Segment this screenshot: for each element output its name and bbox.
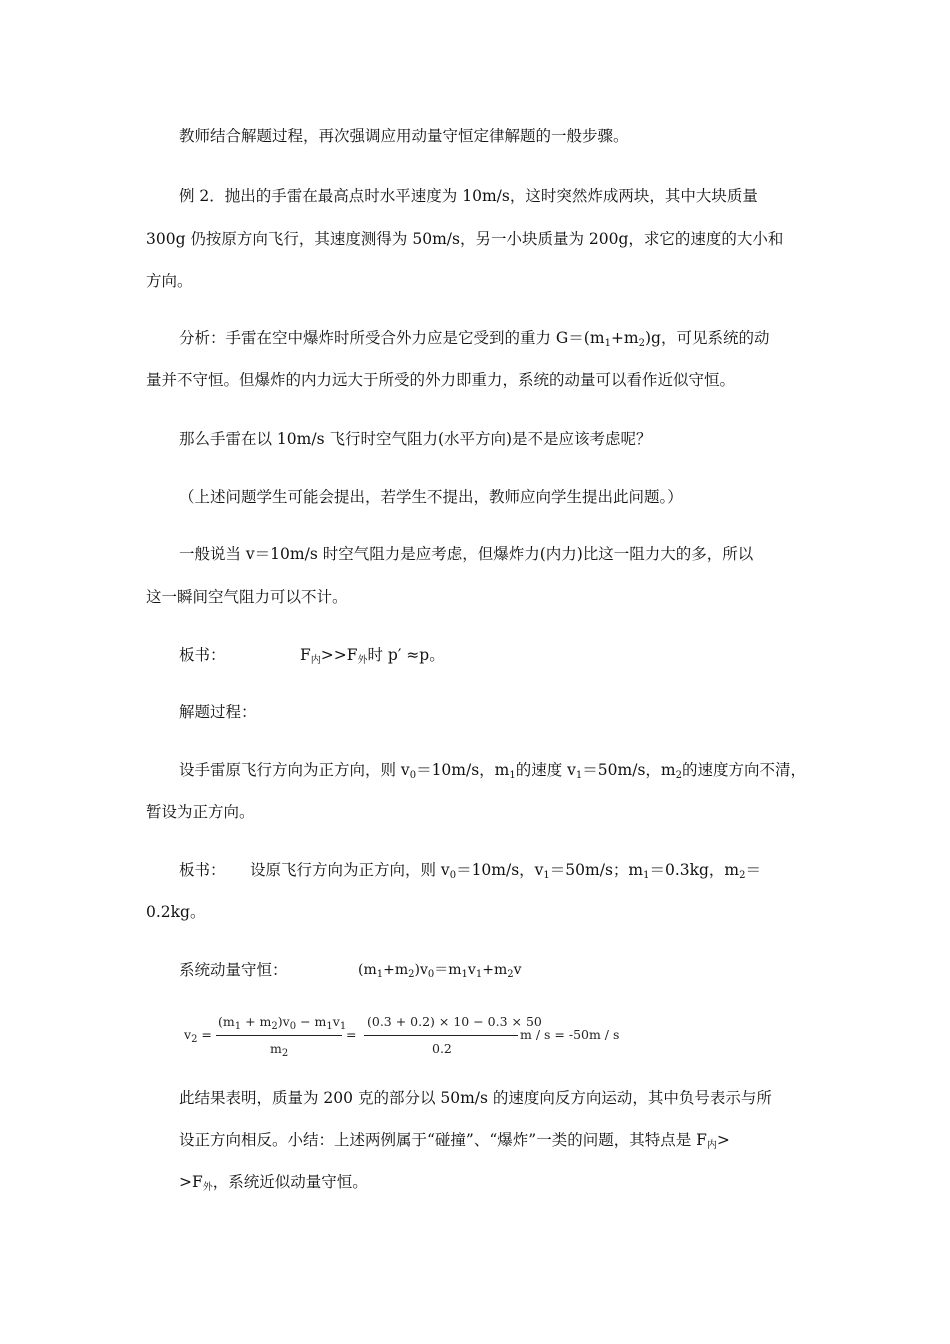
solution-line-2: 暂设为正方向。 <box>146 803 255 821</box>
fraction-2-numerator: (0.3 + 0.2) × 10 − 0.3 × 50 <box>367 1014 542 1029</box>
question-air-resistance: 那么手雷在以 10m/s 飞行时空气阻力(水平方向)是不是应该考虑呢？ <box>179 430 652 448</box>
fraction-1-denominator: $m_2$ <box>270 1041 289 1059</box>
conclusion-line-1: 此结果表明，质量为 200 克的部分以 50m/s 的速度向反方向运动，其中负号表示与所 <box>179 1089 772 1107</box>
momentum-label: 系统动量守恒： <box>179 961 288 979</box>
explanation-line-1: 一般说当 v＝10m/s 时空气阻力是应考虑，但爆炸力(内力)比这一阻力大的多，所以 <box>179 545 754 563</box>
fraction-2-denominator: 0.2 <box>432 1041 452 1056</box>
board-note-1: 板书： <box>179 646 226 664</box>
example-2-line-2: 300g 仍按原方向飞行，其速度测得为 50m/s，另一小块质量为 200g，求它的速度的大小和 <box>146 230 784 248</box>
analysis-line-1: 分析：手雷在空中爆炸时所受合外力应是它受到的重力 $G=(m_1+m_2)g$，可见系统的动 <box>179 329 770 349</box>
fraction-1-bar <box>216 1035 342 1036</box>
example-2-line-3: 方向。 <box>146 272 193 290</box>
explanation-line-2: 这一瞬间空气阻力可以不计。 <box>146 588 348 606</box>
conclusion-line-2: 设正方向相反。小结：上述两例属于“碰撞”、“爆炸”一类的问题，其特点是 $F_内>$ <box>179 1131 730 1151</box>
board-note-2: 板书： <box>179 861 226 879</box>
teacher-remark: （上述问题学生可能会提出，若学生不提出，教师应向学生提出此问题。） <box>179 488 683 506</box>
fraction-1-numerator: $(m_1 + m_2)v_0 - m_1v_1$ <box>218 1014 347 1032</box>
example-2-line-1: 例 2．抛出的手雷在最高点时水平速度为 10m/s，这时突然炸成两块，其中大块质量 <box>179 187 758 205</box>
conclusion-line-3: $>F_外$，系统近似动量守恒。 <box>179 1173 368 1193</box>
fraction-result: m / s = -50m / s <box>520 1027 620 1042</box>
board-formula-1: $F_内>>F_外$时 p′ ≈p。 <box>300 646 445 666</box>
board-formula-2-cont: 0.2kg。 <box>146 903 206 921</box>
v2-symbol: $v_2$ = <box>184 1027 212 1045</box>
solution-line-1: 设手雷原飞行方向为正方向，则 $v_0=10m/s$，$m_1$的速度 $v_1=50m/s$，$m_2$的速度方向不清， <box>179 761 806 781</box>
fraction-2-bar <box>364 1035 518 1036</box>
momentum-equation: $(m_1+m_2)v_0=m_1v_1+m_2v$ <box>358 962 522 980</box>
board-formula-2: 设原飞行方向为正方向，则 $v_0=10m/s$，$v_1=50m/s$；$m_1=0.3kg$，$m_2=$ <box>250 861 762 881</box>
solution-heading: 解题过程： <box>179 703 257 721</box>
analysis-line-2: 量并不守恒。但爆炸的内力远大于所受的外力即重力，系统的动量可以看作近似守恒。 <box>146 371 736 389</box>
equals-sign: = <box>346 1027 357 1042</box>
paragraph-teacher-note: 教师结合解题过程，再次强调应用动量守恒定律解题的一般步骤。 <box>179 127 629 145</box>
